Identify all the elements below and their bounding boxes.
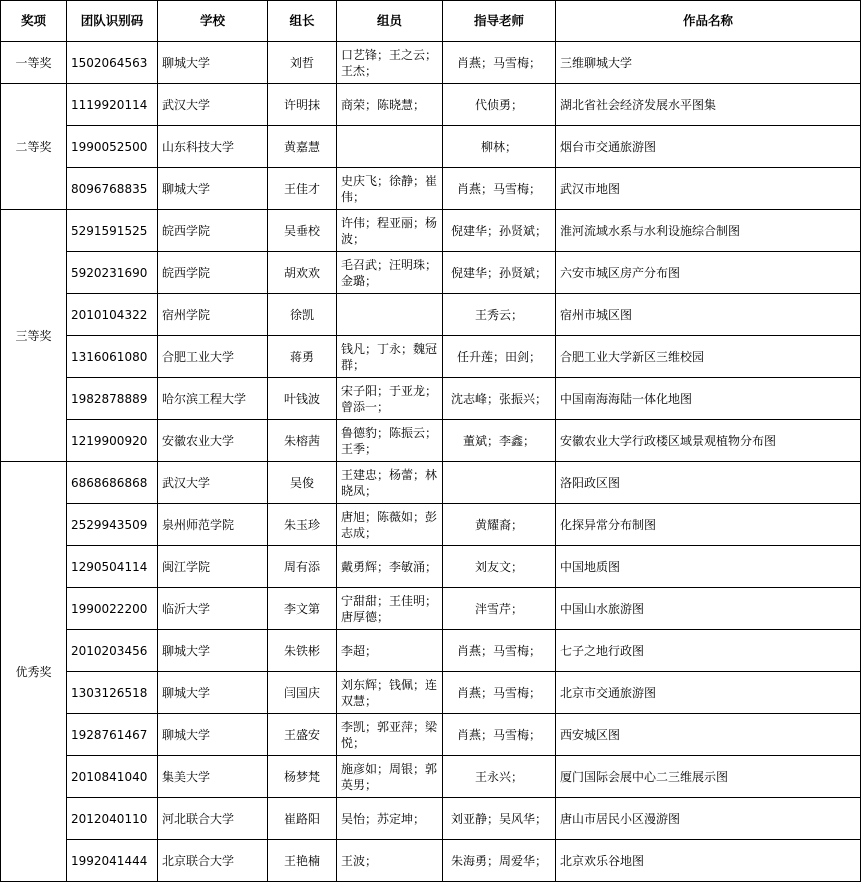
work-cell: 六安市城区房产分布图 bbox=[556, 252, 861, 294]
advisor-cell: 朱海勇；周爱华； bbox=[443, 840, 556, 882]
work-cell: 北京市交通旅游图 bbox=[556, 672, 861, 714]
table-row bbox=[1, 294, 861, 336]
members-cell: 王波； bbox=[337, 840, 443, 882]
team-id-cell: 1303126518 bbox=[67, 672, 158, 714]
team-id-cell: 1982878889 bbox=[67, 378, 158, 420]
school-cell: 河北联合大学 bbox=[158, 798, 268, 840]
work-cell: 湖北省社会经济发展水平图集 bbox=[556, 84, 861, 126]
team-id-cell: 1502064563 bbox=[67, 42, 158, 84]
members-cell: 钱凡；丁永；魏冠群； bbox=[337, 336, 443, 378]
work-cell: 北京欢乐谷地图 bbox=[556, 840, 861, 882]
team-id-cell: 1119920114 bbox=[67, 84, 158, 126]
award-cell: 一等奖 bbox=[1, 42, 67, 84]
team-id-cell: 2012040110 bbox=[67, 798, 158, 840]
leader-cell: 吴垂校 bbox=[268, 210, 337, 252]
work-cell: 中国南海海陆一体化地图 bbox=[556, 378, 861, 420]
school-cell: 聊城大学 bbox=[158, 714, 268, 756]
team-id-cell: 1290504114 bbox=[67, 546, 158, 588]
table-row bbox=[1, 336, 861, 378]
leader-cell: 吴俊 bbox=[268, 462, 337, 504]
leader-cell: 李文第 bbox=[268, 588, 337, 630]
leader-cell: 蒋勇 bbox=[268, 336, 337, 378]
table-row bbox=[1, 588, 861, 630]
advisor-cell: 柳林； bbox=[443, 126, 556, 168]
members-cell: 戴勇辉；李敏涌； bbox=[337, 546, 443, 588]
table-row bbox=[1, 798, 861, 840]
school-cell: 山东科技大学 bbox=[158, 126, 268, 168]
header-members: 组员 bbox=[337, 1, 443, 42]
leader-cell: 许明抹 bbox=[268, 84, 337, 126]
leader-cell: 王艳楠 bbox=[268, 840, 337, 882]
award-cell: 优秀奖 bbox=[1, 462, 67, 882]
advisor-cell: 肖燕；马雪梅； bbox=[443, 42, 556, 84]
members-cell: 唐旭；陈薇如；彭志成； bbox=[337, 504, 443, 546]
table-row bbox=[1, 672, 861, 714]
school-cell: 泉州师范学院 bbox=[158, 504, 268, 546]
members-cell: 宋子阳；于亚龙；曾添一； bbox=[337, 378, 443, 420]
leader-cell: 周有添 bbox=[268, 546, 337, 588]
header-work: 作品名称 bbox=[556, 1, 861, 42]
team-id-cell: 6868686868 bbox=[67, 462, 158, 504]
members-cell: 吴怡；苏定坤； bbox=[337, 798, 443, 840]
table-row bbox=[1, 756, 861, 798]
header-advisor: 指导老师 bbox=[443, 1, 556, 42]
school-cell: 聊城大学 bbox=[158, 672, 268, 714]
members-cell: 口艺锋；王之云；王杰； bbox=[337, 42, 443, 84]
work-cell: 安徽农业大学行政楼区域景观植物分布图 bbox=[556, 420, 861, 462]
table-row bbox=[1, 210, 861, 252]
team-id-cell: 1990052500 bbox=[67, 126, 158, 168]
members-cell: 鲁德豹；陈振云；王季； bbox=[337, 420, 443, 462]
work-cell: 三维聊城大学 bbox=[556, 42, 861, 84]
header-leader: 组长 bbox=[268, 1, 337, 42]
leader-cell: 黄嘉慧 bbox=[268, 126, 337, 168]
leader-cell: 崔路阳 bbox=[268, 798, 337, 840]
advisor-cell: 董斌；李鑫； bbox=[443, 420, 556, 462]
work-cell: 宿州市城区图 bbox=[556, 294, 861, 336]
school-cell: 集美大学 bbox=[158, 756, 268, 798]
members-cell: 许伟；程亚丽；杨波； bbox=[337, 210, 443, 252]
advisor-cell: 刘亚静；吴风华； bbox=[443, 798, 556, 840]
leader-cell: 徐凯 bbox=[268, 294, 337, 336]
leader-cell: 闫国庆 bbox=[268, 672, 337, 714]
table-row bbox=[1, 378, 861, 420]
work-cell: 洛阳政区图 bbox=[556, 462, 861, 504]
team-id-cell: 1928761467 bbox=[67, 714, 158, 756]
team-id-cell: 2010841040 bbox=[67, 756, 158, 798]
table-row bbox=[1, 42, 861, 84]
team-id-cell: 2010104322 bbox=[67, 294, 158, 336]
members-cell: 施彦如；周银；郭英男； bbox=[337, 756, 443, 798]
advisor-cell: 代侦勇； bbox=[443, 84, 556, 126]
work-cell: 合肥工业大学新区三维校园 bbox=[556, 336, 861, 378]
advisor-cell: 肖燕；马雪梅； bbox=[443, 630, 556, 672]
advisor-cell: 黄耀裔； bbox=[443, 504, 556, 546]
team-id-cell: 1316061080 bbox=[67, 336, 158, 378]
advisor-cell: 任升莲；田剑； bbox=[443, 336, 556, 378]
advisor-cell: 沈志峰；张振兴； bbox=[443, 378, 556, 420]
school-cell: 临沂大学 bbox=[158, 588, 268, 630]
team-id-cell: 1992041444 bbox=[67, 840, 158, 882]
school-cell: 北京联合大学 bbox=[158, 840, 268, 882]
school-cell: 闽江学院 bbox=[158, 546, 268, 588]
members-cell: 李凯；郭亚萍；梁悦； bbox=[337, 714, 443, 756]
leader-cell: 王佳才 bbox=[268, 168, 337, 210]
school-cell: 武汉大学 bbox=[158, 462, 268, 504]
school-cell: 皖西学院 bbox=[158, 252, 268, 294]
advisor-cell: 倪建华；孙贤斌； bbox=[443, 210, 556, 252]
leader-cell: 刘哲 bbox=[268, 42, 337, 84]
advisor-cell: 肖燕；马雪梅； bbox=[443, 672, 556, 714]
table-row bbox=[1, 714, 861, 756]
team-id-cell: 2529943509 bbox=[67, 504, 158, 546]
table-row bbox=[1, 504, 861, 546]
school-cell: 宿州学院 bbox=[158, 294, 268, 336]
school-cell: 安徽农业大学 bbox=[158, 420, 268, 462]
advisor-cell: 倪建华；孙贤斌； bbox=[443, 252, 556, 294]
leader-cell: 朱玉珍 bbox=[268, 504, 337, 546]
leader-cell: 朱铁彬 bbox=[268, 630, 337, 672]
members-cell: 史庆飞；徐静；崔伟； bbox=[337, 168, 443, 210]
header-school: 学校 bbox=[158, 1, 268, 42]
members-cell: 刘东辉；钱佩；连双慧； bbox=[337, 672, 443, 714]
school-cell: 聊城大学 bbox=[158, 42, 268, 84]
advisor-cell: 肖燕；马雪梅； bbox=[443, 168, 556, 210]
table-row bbox=[1, 420, 861, 462]
header-award: 奖项 bbox=[1, 1, 67, 42]
work-cell: 唐山市居民小区漫游图 bbox=[556, 798, 861, 840]
school-cell: 合肥工业大学 bbox=[158, 336, 268, 378]
table-row bbox=[1, 840, 861, 882]
header-row bbox=[1, 1, 861, 42]
leader-cell: 王盛安 bbox=[268, 714, 337, 756]
table-row bbox=[1, 84, 861, 126]
work-cell: 厦门国际会展中心二三维展示图 bbox=[556, 756, 861, 798]
team-id-cell: 1219900920 bbox=[67, 420, 158, 462]
table-body bbox=[1, 42, 861, 882]
advisor-cell bbox=[443, 462, 556, 504]
leader-cell: 朱榕茜 bbox=[268, 420, 337, 462]
school-cell: 皖西学院 bbox=[158, 210, 268, 252]
work-cell: 武汉市地图 bbox=[556, 168, 861, 210]
work-cell: 中国山水旅游图 bbox=[556, 588, 861, 630]
team-id-cell: 8096768835 bbox=[67, 168, 158, 210]
table-row bbox=[1, 630, 861, 672]
table-row bbox=[1, 252, 861, 294]
work-cell: 化探异常分布制图 bbox=[556, 504, 861, 546]
members-cell: 宁甜甜；王佳明；唐厚德； bbox=[337, 588, 443, 630]
school-cell: 聊城大学 bbox=[158, 630, 268, 672]
school-cell: 武汉大学 bbox=[158, 84, 268, 126]
advisor-cell: 肖燕；马雪梅； bbox=[443, 714, 556, 756]
members-cell bbox=[337, 294, 443, 336]
award-cell: 三等奖 bbox=[1, 210, 67, 462]
award-cell: 二等奖 bbox=[1, 84, 67, 210]
leader-cell: 叶钱波 bbox=[268, 378, 337, 420]
leader-cell: 杨梦梵 bbox=[268, 756, 337, 798]
leader-cell: 胡欢欢 bbox=[268, 252, 337, 294]
team-id-cell: 2010203456 bbox=[67, 630, 158, 672]
work-cell: 西安城区图 bbox=[556, 714, 861, 756]
team-id-cell: 5920231690 bbox=[67, 252, 158, 294]
school-cell: 聊城大学 bbox=[158, 168, 268, 210]
advisor-cell: 泮雪芹； bbox=[443, 588, 556, 630]
school-cell: 哈尔滨工程大学 bbox=[158, 378, 268, 420]
table-row bbox=[1, 168, 861, 210]
members-cell: 王建忠；杨蕾；林晓凤； bbox=[337, 462, 443, 504]
advisor-cell: 王秀云； bbox=[443, 294, 556, 336]
table-row bbox=[1, 126, 861, 168]
advisor-cell: 刘友文； bbox=[443, 546, 556, 588]
members-cell: 李超； bbox=[337, 630, 443, 672]
work-cell: 淮河流域水系与水利设施综合制图 bbox=[556, 210, 861, 252]
members-cell: 商荣；陈晓慧； bbox=[337, 84, 443, 126]
work-cell: 中国地质图 bbox=[556, 546, 861, 588]
team-id-cell: 1990022200 bbox=[67, 588, 158, 630]
table-row bbox=[1, 462, 861, 504]
advisor-cell: 王永兴； bbox=[443, 756, 556, 798]
header-team-id: 团队识别码 bbox=[67, 1, 158, 42]
work-cell: 七子之地行政图 bbox=[556, 630, 861, 672]
table-row bbox=[1, 546, 861, 588]
members-cell bbox=[337, 126, 443, 168]
team-id-cell: 5291591525 bbox=[67, 210, 158, 252]
members-cell: 毛召武；汪明珠；金璐； bbox=[337, 252, 443, 294]
work-cell: 烟台市交通旅游图 bbox=[556, 126, 861, 168]
